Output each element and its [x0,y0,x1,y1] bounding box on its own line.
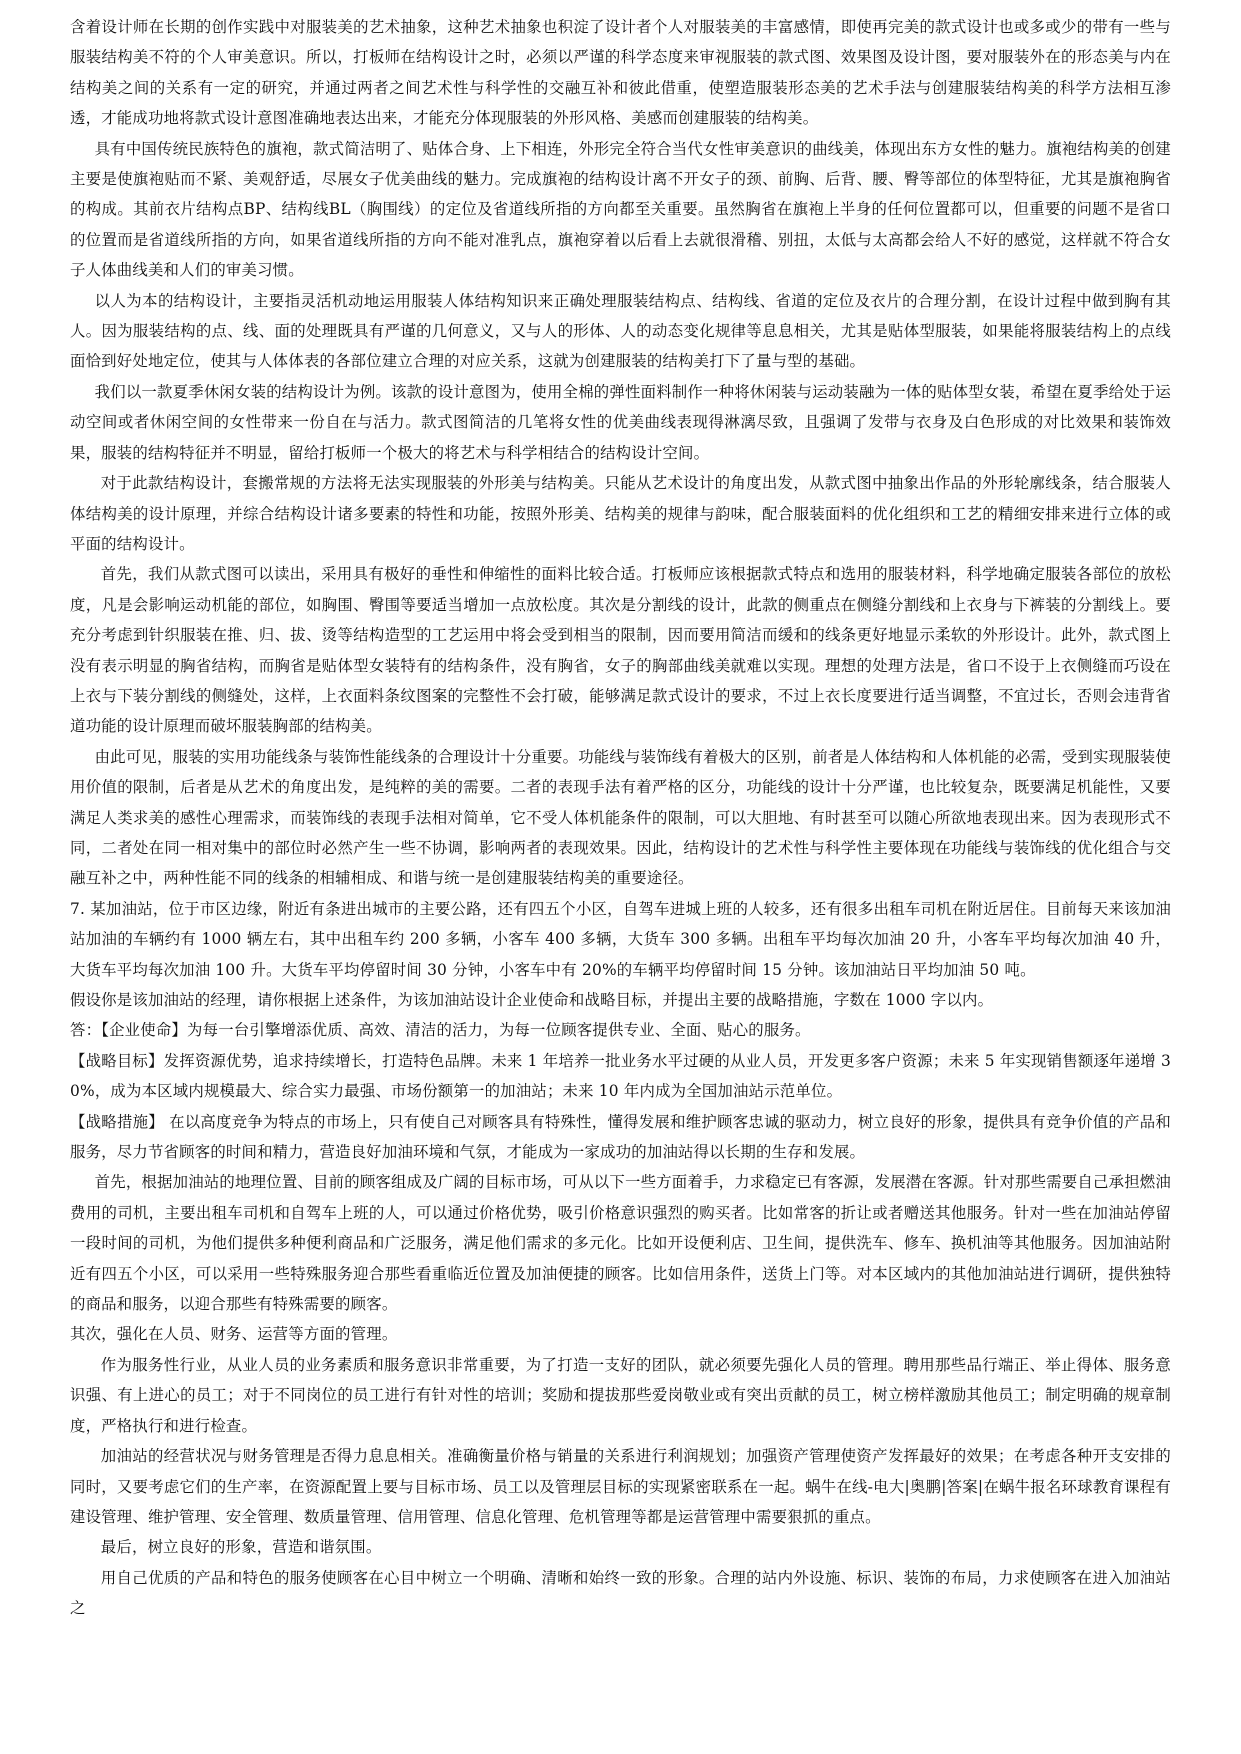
measure-finance: 加油站的经营状况与财务管理是否得力息息相关。准确衡量价格与销量的关系进行利润规划；加强资产管理使资产发挥最好的效果；在考虑各种开支安排的同时，又要考虑它们的生产率，在资源配置上要与目标市场、员工以及管理层目标的实现紧密联系在一起。蜗牛在线-电大|奥鹏|答案|在蜗牛报名环球教育课程有建设管理、维护管理、安全管理、数质量管理、信用管理、信息化管理、危机管理等都是运营管理中需要狠抓的重点。 [70,1447,1171,1526]
measure-image: 用自己优质的产品和特色的服务使顾客在心目中树立一个明确、清晰和始终一致的形象。合理的站内外设施、标识、装饰的布局，力求使顾客在进入加油站之 [70,1568,1171,1618]
measure-first: 首先，根据加油站的地理位置、目前的顾客组成及广阔的目标市场，可从以下一些方面着手，力求稳定已有客源，发展潜在客源。针对那些需要自己承担燃油费用的司机，主要出租车司机和自驾车上班的人，可以通过价格优势，吸引价格意识强烈的购买者。比如常客的折让或者赠送其他服务。针对一些在加油站停留一段时间的司机，为他们提供多种便利商品和广泛服务，满足他们需求的多元化。比如开设便利店、卫生间，提供洗车、修车、换机油等其他服务。因加油站附近有四五个小区，可以采用一些特殊服务迎合那些看重临近位置及加油便捷的顾客。比如信用条件，送货上门等。对本区域内的其他加油站进行调研，提供独特的商品和服务，以迎合那些有特殊需要的顾客。 [70,1173,1171,1314]
paragraph-4: 我们以一款夏季休闲女装的结构设计为例。该款的设计意图为，使用全棉的弹性面料制作一种将休闲装与运动装融为一体的贴体型女装，希望在夏季给处于运动空间或者休闲空间的女性带来一份自在与活力。款式图简洁的几笔将女性的优美曲线表现得淋漓尽致，且强调了发带与衣身及白色形成的对比效果和装饰效果，服装的结构特征并不明显，留给打板师一个极大的将艺术与科学相结合的结构设计空间。 [70,382,1171,462]
answer-measures: 【战略措施】 在以高度竞争为特点的市场上，只有使自己对顾客具有特殊性，懂得发展和维护顾客忠诚的驱动力，树立良好的形象，提供具有竞争价值的产品和服务，尽力节省顾客的时间和精力，营造良好加油环境和气氛，才能成为一家成功的加油站得以长期的生存和发展。 [70,1112,1171,1162]
paragraph-6: 首先，我们从款式图可以读出，采用具有极好的垂性和伸缩性的面料比较合适。打板师应该根据款式特点和选用的服装材料，科学地确定服装各部位的放松度，凡是会影响运动机能的部位，如胸围、臀围等要适当增加一点放松度。其次是分割线的设计，此款的侧重点在侧缝分割线和上衣身与下裤装的分割线上。要充分考虑到针织服装在推、归、拔、烫等结构造型的工艺运用中将会受到相当的限制，因而要用简洁而缓和的线条更好地显示柔软的外形设计。此外，款式图上没有表示明显的胸省结构，而胸省是贴体型女装特有的结构条件，没有胸省，女子的胸部曲线美就难以实现。理想的处理方法是，省口不设于上衣侧缝而巧设在上衣与下装分割线的侧缝处，这样，上衣面料条纹图案的完整性不会打破，能够满足款式设计的要求，不过上衣长度要进行适当调整，不宜过长，否则会违背省道功能的设计原理而破坏服装胸部的结构美。 [70,565,1171,736]
question-prompt: 假设你是该加油站的经理，请你根据上述条件，为该加油站设计企业使命和战略目标，并提出主要的战略措施，字数在 1000 字以内。 [70,991,994,1009]
answer-mission: 答：【企业使命】为每一台引擎增添优质、高效、清洁的活力，为每一位顾客提供专业、全面、贴心的服务。 [70,1021,811,1040]
paragraph-1: 含着设计师在长期的创作实践中对服装美的艺术抽象，这种艺术抽象也积淀了设计者个人对服装美的丰富感情，即使再完美的款式设计也或多或少的带有一些与服装结构美不符的个人审美意识。所以，打板师在结构设计之时，必须以严谨的科学态度来审视服装的款式图、效果图及设计图，要对服装外在的形态美与内在结构美之间的关系有一定的研究，并通过两者之间艺术性与科学性的交融互补和彼此借重，使塑造服装形态美的艺术手法与创建服装结构美的科学方法相互渗透，才能成功地将款式设计意图准确地表达出来，才能充分体现服装的外形风格、美感而创建服装的结构美。 [70,18,1171,128]
paragraph-7: 由此可见，服装的实用功能线条与装饰性能线条的合理设计十分重要。功能线与装饰线有着极大的区别，前者是人体结构和人体机能的必需，受到实现服装使用价值的限制，后者是从艺术的角度出发，是纯粹的美的需要。二者的表现手法有着严格的区分，功能线的设计十分严谨，也比较复杂，既要满足机能性，又要满足人类求美的感性心理需求，而装饰线的表现手法相对简单，它不受人体机能条件的限制，可以大胆地、有时甚至可以随心所欲地表现出来。因为表现形式不同，二者处在同一相对集中的部位时必然产生一些不协调，影响两者的表现效果。因此，结构设计的艺术性与科学性主要体现在功能线与装饰线的优化组合与交融互补之中，两种性能不同的线条的相辅相成、和谐与统一是创建服装结构美的重要途径。 [70,747,1171,888]
paragraph-5: 对于此款结构设计，套搬常规的方法将无法实现服装的外形美与结构美。只能从艺术设计的角度出发，从款式图中抽象出作品的外形轮廓线条，结合服装人体结构美的设计原理，并综合结构设计诸多要素的特性和功能，按照外形美、结构美的规律与韵味，配合服装面料的优化组织和工艺的精细安排来进行立体的或平面的结构设计。 [70,474,1171,553]
paragraph-2: 具有中国传统民族特色的旗袍，款式简洁明了、贴体合身、上下相连，外形完全符合当代女性审美意识的曲线美，体现出东方女性的魅力。旗袍结构美的创建主要是使旗袍贴而不紧、美观舒适，尽展女子优美曲线的魅力。完成旗袍的结构设计离不开女子的颈、前胸、后背、腰、臀等部位的体型特征，尤其是旗袍胸省的构成。其前衣片结构点BP、结构线BL（胸围线）的定位及省道线所指的方向都至关重要。虽然胸省在旗袍上半身的任何位置都可以，但重要的问题不是省口的位置而是省道线所指的方向，如果省道线所指的方向不能对准乳点，旗袍穿着以后看上去就很滑稽、别扭，太低与太高都会给人不好的感觉，这样就不符合女子人体曲线美和人们的审美习惯。 [70,139,1171,280]
measure-second-heading: 其次，强化在人员、财务、运营等方面的管理。 [70,1325,398,1344]
measure-staff: 作为服务性行业，从业人员的业务素质和服务意识非常重要，为了打造一支好的团队，就必须要先强化人员的管理。聘用那些品行端正、举止得体、服务意识强、有上进心的员工；对于不同岗位的员工进行有针对性的培训；奖励和提拔那些爱岗敬业或有突出贡献的员工，树立榜样激励其他员工；制定明确的规章制度，严格执行和进行检查。 [70,1355,1171,1435]
paragraph-3: 以人为本的结构设计，主要指灵活机动地运用服装人体结构知识来正确处理服装结构点、结构线、省道的定位及衣片的合理分割，在设计过程中做到胸有其人。因为服装结构的点、线、面的处理既具有严谨的几何意义，又与人的形体、人的动态变化规律等息息相关，尤其是贴体型服装，如果能将服装结构上的点线面恰到好处地定位，使其与人体体表的各部位建立合理的对应关系，这就为创建服装的结构美打下了量与型的基础。 [70,291,1171,371]
measure-last-heading: 最后，树立良好的形象，营造和谐氛围。 [100,1538,382,1557]
answer-goals: 【战略目标】发挥资源优势，追求持续增长，打造特色品牌。未来 1 年培养一批业务水平过硬的从业人员，开发更多客户资源；未来 5 年实现销售额逐年递增 30%，成为本区域内规模最大、综合实力最强、市场份额第一的加油站；未来 10 年内成为全国加油站示范单位。 [70,1051,1171,1101]
question-7: 7. 某加油站，位于市区边缘，附近有条进出城市的主要公路，还有四五个小区，自驾车进城上班的人较多，还有很多出租车司机在附近居住。目前每天来该加油站加油的车辆约有 1000 辆左右，其中出租车约 200 多辆，小客车 400 多辆，大货车 300 多辆。出租车平均每次加油 20 升，小客车平均每次加油 40 升，大货车平均每次加油 100 升。大货车平均停留时间 30 分钟，小客车中有 20%的车辆平均停留时间 15 分钟。该加油站日平均加油 50 吨。 [70,899,1171,979]
